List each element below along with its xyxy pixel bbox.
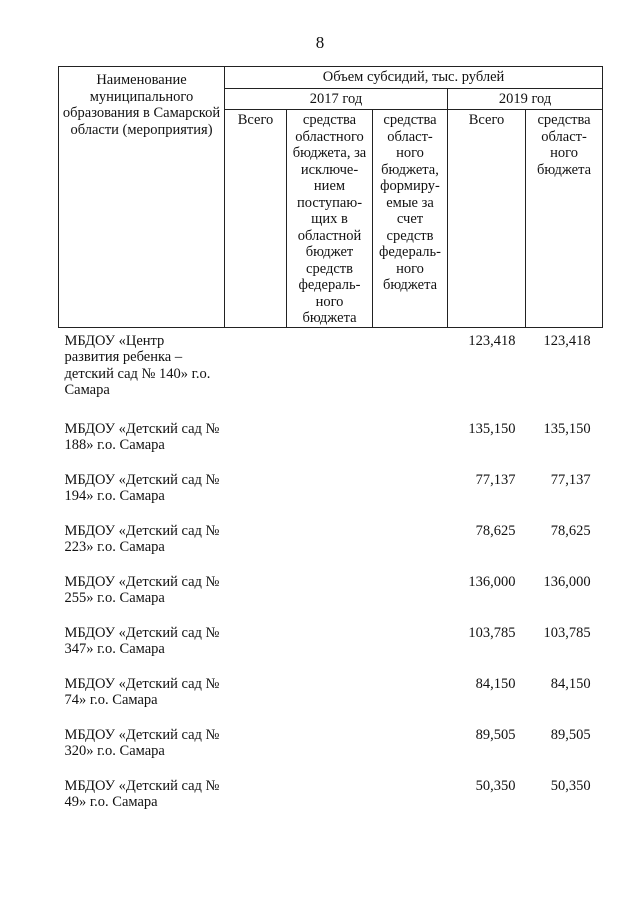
- page-number: 8: [315, 33, 325, 52]
- value-2019-regional: 89,505: [550, 726, 591, 743]
- value-2017-regional: [287, 672, 373, 723]
- value-2019-regional: 78,625: [550, 522, 591, 539]
- value-2017-regional: [287, 519, 373, 570]
- value-2017-federal: [373, 723, 448, 774]
- table-row: [59, 327, 603, 417]
- value-2017-total: [225, 723, 287, 774]
- header-2017-total: Всего: [225, 110, 287, 328]
- value-2017-total: [225, 468, 287, 519]
- value-2019-total: 123,418: [468, 332, 516, 349]
- table-row: [59, 468, 603, 519]
- value-2019-total: 84,150: [475, 675, 516, 692]
- value-2017-regional: [287, 621, 373, 672]
- value-2017-federal: [373, 570, 448, 621]
- value-2017-regional: [287, 774, 373, 825]
- institution-name: МБДОУ «Детский сад № 320» г.о. Самара: [64, 726, 220, 759]
- institution-name: МБДОУ «Центр развития ребенка – детский сад № 140» г.о. Самара: [64, 332, 211, 398]
- table-row: [59, 621, 603, 672]
- table-row: [59, 774, 603, 825]
- value-2017-regional: [287, 417, 373, 468]
- value-2019-total: 78,625: [475, 522, 516, 539]
- header-subsidy-volume: Объем субсидий, тыс. рублей: [225, 67, 603, 89]
- table-row: [59, 570, 603, 621]
- institution-name: МБДОУ «Детский сад № 255» г.о. Самара: [64, 573, 220, 606]
- value-2019-regional: 123,418: [543, 332, 591, 349]
- value-2017-total: [225, 672, 287, 723]
- institution-name: МБДОУ «Детский сад № 223» г.о. Самара: [64, 522, 220, 555]
- value-2019-regional: 103,785: [543, 624, 591, 641]
- value-2019-regional: 77,137: [550, 471, 591, 488]
- value-2017-federal: [373, 519, 448, 570]
- value-2019-total: 89,505: [475, 726, 516, 743]
- value-2019-total: 135,150: [468, 420, 516, 437]
- value-2017-total: [225, 774, 287, 825]
- value-2017-regional: [287, 723, 373, 774]
- institution-name: МБДОУ «Детский сад № 194» г.о. Самара: [64, 471, 220, 504]
- table-row: [59, 672, 603, 723]
- table-header: [59, 67, 603, 328]
- value-2019-regional: 135,150: [543, 420, 591, 437]
- header-2019-regional: средства област-ного бюджета: [526, 110, 603, 328]
- value-2017-regional: [287, 570, 373, 621]
- value-2017-total: [225, 327, 287, 417]
- table-body: [59, 327, 603, 825]
- value-2019-total: 136,000: [468, 573, 516, 590]
- value-2017-total: [225, 621, 287, 672]
- institution-name: МБДОУ «Детский сад № 74» г.о. Самара: [64, 675, 220, 708]
- value-2019-regional: 84,150: [550, 675, 591, 692]
- value-2017-total: [225, 519, 287, 570]
- value-2017-federal: [373, 672, 448, 723]
- institution-name: МБДОУ «Детский сад № 49» г.о. Самара: [64, 777, 220, 810]
- header-2017-federal: средства област-ного бюджета, формиру-емые за счет средств федераль-ного бюджета: [373, 110, 448, 328]
- value-2017-federal: [373, 774, 448, 825]
- value-2017-total: [225, 417, 287, 468]
- table-row: [59, 519, 603, 570]
- value-2019-regional: 50,350: [550, 777, 591, 794]
- header-2019-total: Всего: [448, 110, 526, 328]
- subsidy-table: [58, 66, 603, 825]
- value-2017-regional: [287, 327, 373, 417]
- value-2017-federal: [373, 621, 448, 672]
- header-year-2017: 2017 год: [225, 89, 448, 110]
- table-row: [59, 723, 603, 774]
- value-2019-total: 50,350: [475, 777, 516, 794]
- institution-name: МБДОУ «Детский сад № 188» г.о. Самара: [64, 420, 220, 453]
- value-2019-total: 103,785: [468, 624, 516, 641]
- institution-name: МБДОУ «Детский сад № 347» г.о. Самара: [64, 624, 220, 657]
- header-2017-regional: средства областного бюджета, за исключе-нием поступаю-щих в областной бюджет средств федераль-ного бюджета: [287, 110, 373, 328]
- value-2017-regional: [287, 468, 373, 519]
- table-row: [59, 417, 603, 468]
- value-2019-total: 77,137: [475, 471, 516, 488]
- value-2017-total: [225, 570, 287, 621]
- value-2019-regional: 136,000: [543, 573, 591, 590]
- header-year-2019: 2019 год: [448, 89, 603, 110]
- value-2017-federal: [373, 468, 448, 519]
- header-name-column: Наименование муниципального образования в Самарской области (мероприятия): [59, 67, 225, 328]
- value-2017-federal: [373, 327, 448, 417]
- value-2017-federal: [373, 417, 448, 468]
